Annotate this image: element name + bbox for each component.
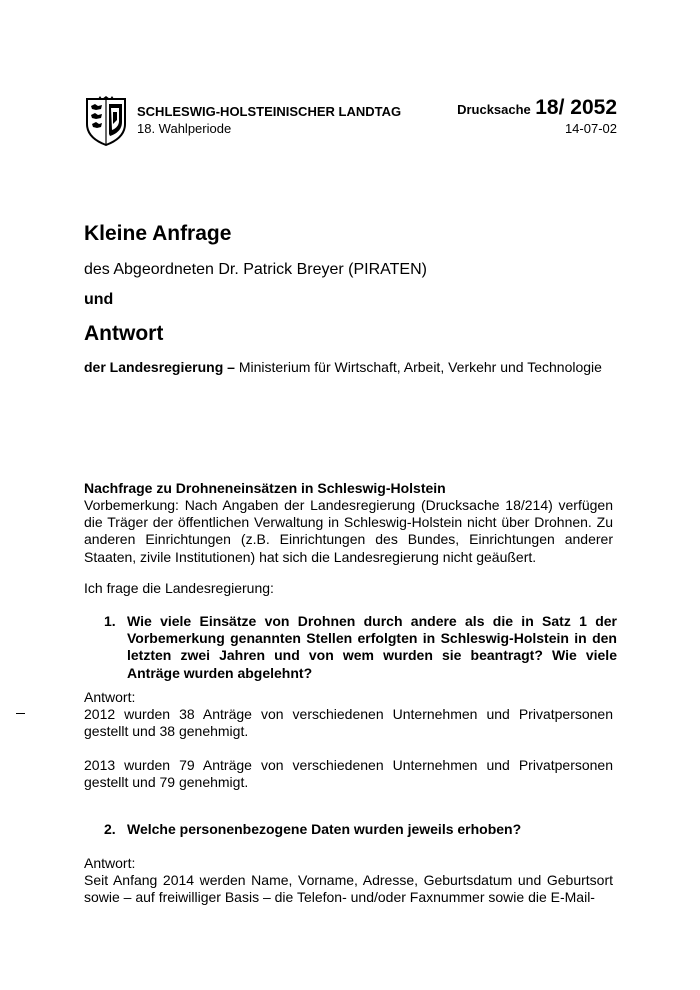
answer-paragraph: Seit Anfang 2014 werden Name, Vorname, Adresse, Geburtsdatum und Geburtsort sowie – auf freiwilliger Basis – die Telefon- und/oder Faxnummer sowie die E-Mail- — [84, 872, 613, 906]
coat-of-arms-icon — [84, 96, 128, 146]
answer-paragraph: 2012 wurden 38 Anträge von verschiedenen Unternehmen und Privatpersonen gestellt und 38 genehmigt. — [84, 706, 613, 740]
connector-text: und — [84, 291, 114, 308]
government-label: der Landesregierung – — [84, 359, 235, 375]
question-intro: Ich frage die Landesregierung: — [84, 580, 274, 596]
question-number: 1. — [104, 613, 116, 629]
subject-heading: Nachfrage zu Drohneneinsätzen in Schleswig-Holstein — [84, 480, 446, 496]
answer-heading: Antwort — [84, 322, 164, 345]
question-number: 2. — [104, 821, 116, 837]
question-text: Wie viele Einsätze von Drohnen durch andere als die in Satz 1 der Vorbemerkung genannten Stellen erfolgten in Schleswig-Holstein in den letzten zwei Jahren und von wem wurden sie beantragt? Wie viele Anträge wurden abgelehnt? — [127, 613, 617, 681]
margin-mark — [16, 713, 25, 714]
responding-ministry — [84, 359, 602, 375]
question-text: Welche personenbezogene Daten wurden jeweils erhoben? — [127, 821, 522, 837]
drucksache-label: Drucksache — [457, 102, 531, 117]
question-2 — [104, 821, 617, 838]
document-number — [457, 96, 617, 120]
document-date: 14-07-02 — [564, 121, 617, 136]
legislative-period: 18. Wahlperiode — [137, 121, 232, 136]
answer-paragraph: 2013 wurden 79 Anträge von verschiedenen Unternehmen und Privatpersonen gestellt und 79 genehmigt. — [84, 757, 613, 791]
institution-name: SCHLESWIG-HOLSTEINISCHER LANDTAG — [137, 104, 402, 119]
drucksache-number: 18/ 2052 — [535, 96, 617, 119]
question-1 — [104, 613, 617, 682]
ministry-name: Ministerium für Wirtschaft, Arbeit, Verkehr und Technologie — [234, 359, 602, 375]
preliminary-remark: Vorbemerkung: Nach Angaben der Landesregierung (Drucksache 18/214) verfügen die Träger der öffentlichen Verwaltung in Schleswig-Holstein nicht über Drohnen. Zu anderen Einrichtungen (z.B. Einrichtungen des Bundes, Einrichtungen anderer Staaten, zivile Institutionen) hat sich die Landesregierung nicht geäußert. — [84, 497, 613, 565]
answer-label: Antwort: — [84, 689, 136, 705]
answer-label: Antwort: — [84, 855, 136, 871]
document-title: Kleine Anfrage — [84, 222, 232, 245]
document-author: des Abgeordneten Dr. Patrick Breyer (PIRATEN) — [84, 261, 427, 278]
